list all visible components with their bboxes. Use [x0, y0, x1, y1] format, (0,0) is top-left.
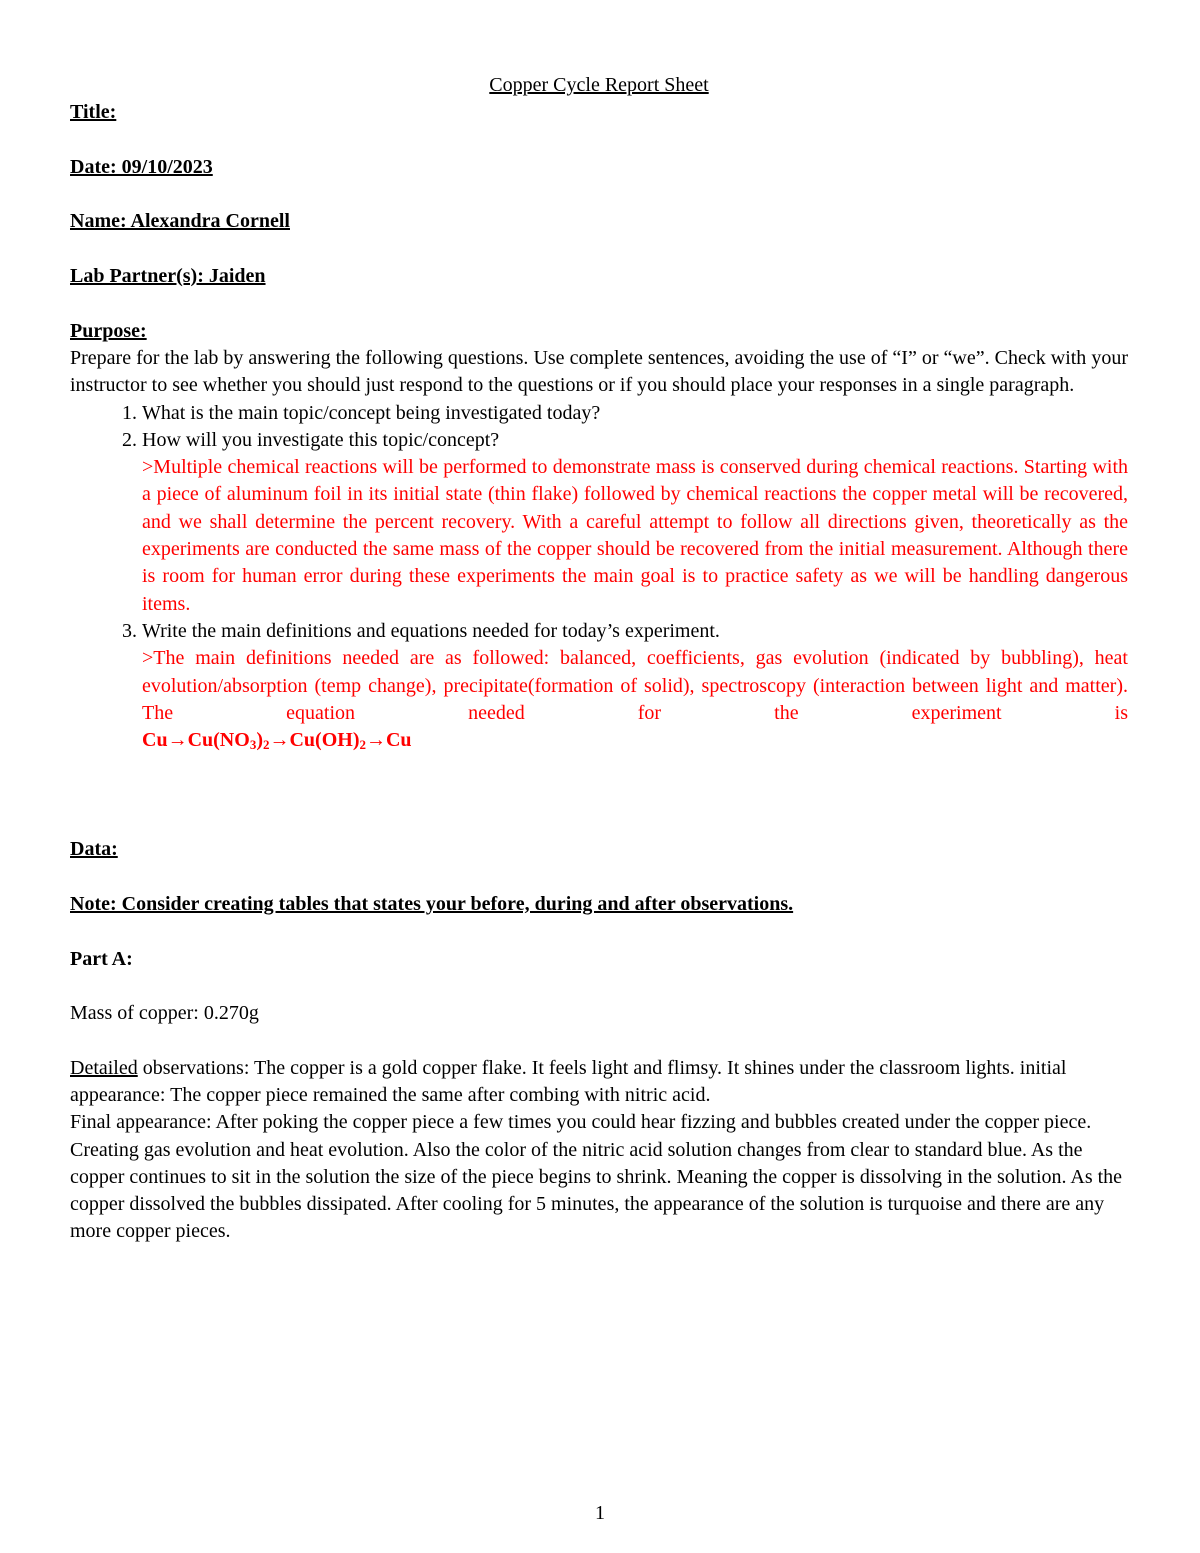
- document-page: [70, 72, 1128, 1246]
- final-appearance: Final appearance: After poking the copper piece a few times you could hear fizzing and bubbles created under the copper piece. Creating gas evolution and heat evolution. Also the color of the nitric acid solution changes from clear to standard blue. As the copper continues to sit in the solution the size of the piece begins to shrink. Meaning the copper is dissolving in the solution. As the copper dissolved the bubbles dissipated. After cooling for 5 minutes, the appearance of the solution is turquoise and there are any more copper pieces.: [70, 1111, 1123, 1243]
- name-text: Name: Alexandra Cornell: [70, 210, 290, 233]
- partner-text: Lab Partner(s): Jaiden: [70, 265, 266, 288]
- question-3-answer: >The main definitions needed are as followed: balanced, coefficients, gas evolution (indicated by bubbling), heat evolution/absorption (temp change), precipitate(formation of solid), spectroscopy (interaction between light and matter). The equation needed for the experiment is: [142, 647, 1128, 724]
- question-2-answer: >Multiple chemical reactions will be performed to demonstrate mass is conserved during chemical reactions. Starting with a piece of aluminum foil in its initial state (thin flake) followed by chemical reactions the copper metal will be recovered, and we shall determine the percent recovery. With a careful attempt to follow all directions given, theoretically as the experiments are conducted the same mass of the copper should be recovered from the initial measurement. Although there is room for human error during these experiments the main goal is to practice safety as we will be handling dangerous items.: [142, 456, 1128, 615]
- date-field: [70, 154, 1128, 181]
- data-heading: Data:: [70, 838, 118, 861]
- date-text: Date: 09/10/2023: [70, 155, 213, 178]
- detailed-observations: [70, 1055, 1128, 1110]
- list-item: [142, 427, 1128, 618]
- list-item: [142, 400, 1128, 427]
- document-title: Copper Cycle Report Sheet: [489, 74, 709, 96]
- question-2-text: How will you investigate this topic/concept?: [142, 428, 500, 451]
- page-number: 1: [595, 1502, 605, 1524]
- reaction-equation: $Cu\to Cu(NO_3)_2\to Cu(OH)_2\to Cu$: [142, 729, 412, 753]
- name-field: [70, 208, 1128, 235]
- question-3-text: Write the main definitions and equations needed for today’s experiment.: [142, 619, 720, 642]
- question-list: [70, 400, 1128, 755]
- data-note: Note: Consider creating tables that states your before, during and after observations.: [70, 892, 794, 915]
- question-1-text: What is the main topic/concept being investigated today?: [142, 401, 601, 424]
- part-a-heading: Part A:: [70, 947, 133, 970]
- list-item: [142, 618, 1128, 754]
- observations-text: observations: The copper is a gold copper flake. It feels light and flimsy. It shines under the classroom lights. initial appearance: The copper piece remained the same after combing with nitric acid.: [70, 1056, 1067, 1106]
- partner-field: [70, 263, 1128, 290]
- purpose-intro: Prepare for the lab by answering the following questions. Use complete sentences, avoiding the use of “I” or “we”. Check with your instructor to see whether you should just respond to the questions or if you should place your responses in a single paragraph.: [70, 346, 1128, 397]
- title-field: [70, 99, 1128, 126]
- title-label: Title:: [70, 101, 117, 124]
- mass-of-copper: Mass of copper: 0.270g: [70, 1002, 259, 1025]
- detailed-label: Detailed: [70, 1056, 138, 1079]
- purpose-heading: Purpose:: [70, 319, 147, 342]
